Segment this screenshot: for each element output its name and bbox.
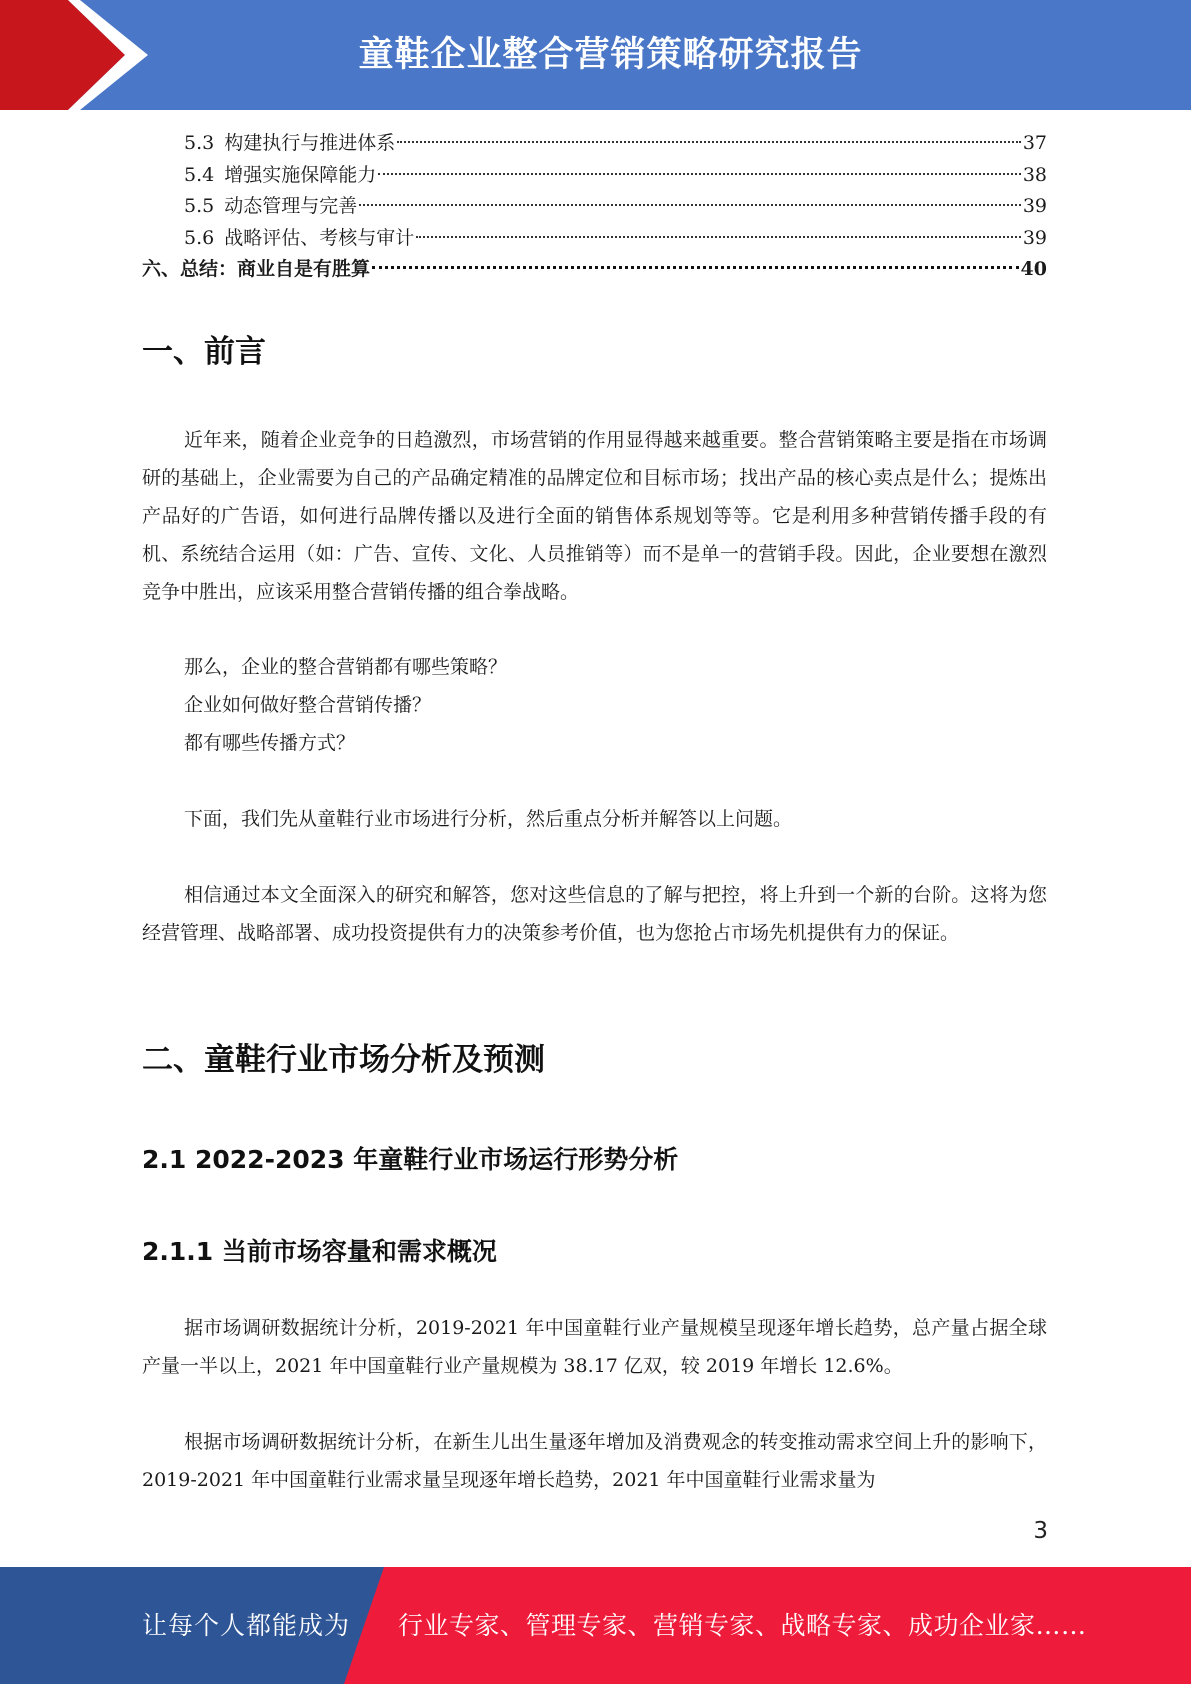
footer-slogan-lead: 让每个人都能成为 — [142, 1611, 351, 1640]
section-heading-market-analysis: 二、童鞋行业市场分析及预测 — [142, 1042, 545, 1078]
market-paragraph-1: 据市场调研数据统计分析，2019-2021 年中国童鞋行业产量规模呈现逐年增长趋势，总产量占据全球产量一半以上，2021 年中国童鞋行业产量规模为 38.17 亿双，较 2019 年增长 12.6%。 — [142, 1317, 1047, 1377]
toc-entry-label: 构建执行与推进体系 — [224, 132, 396, 154]
page-number: 3 — [1033, 1518, 1048, 1544]
toc-entry-number: 5.6 — [184, 226, 215, 249]
toc-entry-page: 39 — [1022, 195, 1047, 217]
toc-leader-dots — [416, 236, 1021, 238]
toc-entry-page: 37 — [1022, 132, 1047, 154]
toc-entry-number: 5.4 — [184, 163, 215, 186]
toc-leader-dots — [372, 266, 1019, 269]
toc-entry-chapter[interactable] — [142, 254, 1047, 286]
toc-leader-dots — [359, 204, 1021, 206]
preface-paragraph-2: 下面，我们先从童鞋行业市场进行分析，然后重点分析并解答以上问题。 — [184, 808, 793, 830]
report-title: 童鞋企业整合营销策略研究报告 — [358, 35, 863, 75]
preface-paragraph-3: 相信通过本文全面深入的研究和解答，您对这些信息的了解与把控，将上升到一个新的台阶。这将为您经营管理、战略部署、成功投资提供有力的决策参考价值，也为您抢占市场先机提供有力的保证。 — [142, 884, 1047, 944]
toc-entry[interactable] — [142, 191, 1047, 223]
toc-entry-label: 战略评估、考核与审计 — [224, 226, 415, 249]
preface-question-2: 企业如何做好整合营销传播？ — [184, 694, 432, 716]
market-paragraph-2: 根据市场调研数据统计分析，在新生儿出生量逐年增加及消费观念的转变推动需求空间上升的影响下，2019-2021 年中国童鞋行业需求量呈现逐年增长趋势，2021 年中国童鞋行业需求量为 — [142, 1431, 1047, 1491]
section-heading-preface: 一、前言 — [142, 334, 266, 370]
toc-leader-dots — [378, 173, 1021, 175]
page-header — [0, 0, 1191, 110]
preface-paragraph-1: 近年来，随着企业竞争的日趋激烈，市场营销的作用显得越来越重要。整合营销策略主要是指在市场调研的基础上，企业需要为自己的产品确定精准的品牌定位和目标市场；找出产品的核心卖点是什么；提炼出产品好的广告语，如何进行品牌传播以及进行全面的销售体系规划等等。它是利用多种营销传播手段的有机、系统结合运用（如：广告、宣传、文化、人员推销等）而不是单一的营销手段。因此，企业要想在激烈竞争中胜出，应该采用整合营销传播的组合拳战略。 — [142, 429, 1047, 603]
toc-entry-label: 动态管理与完善 — [224, 195, 358, 217]
toc-entry-label: 六、总结：商业自是有胜算 — [142, 258, 371, 280]
toc-entry[interactable] — [142, 128, 1047, 160]
subsection-heading-2-1-1: 2.1.1 当前市场容量和需求概况 — [142, 1237, 497, 1266]
subsection-heading-2-1: 2.1 2022-2023 年童鞋行业市场运行形势分析 — [142, 1145, 679, 1174]
toc-entry-page: 40 — [1020, 258, 1047, 280]
toc-entry-page: 39 — [1022, 226, 1047, 249]
toc-leader-dots — [397, 141, 1021, 143]
preface-question-1: 那么，企业的整合营销都有哪些策略？ — [184, 656, 508, 678]
table-of-contents — [142, 128, 1047, 286]
toc-entry-number: 5.3 — [184, 132, 215, 154]
toc-entry[interactable] — [142, 160, 1047, 192]
toc-entry-number: 5.5 — [184, 195, 215, 217]
toc-entry-page: 38 — [1022, 163, 1047, 186]
preface-question-3: 都有哪些传播方式？ — [184, 732, 356, 754]
toc-entry[interactable] — [142, 223, 1047, 255]
page-footer — [0, 1567, 1191, 1684]
toc-entry-label: 增强实施保障能力 — [224, 163, 377, 186]
footer-slogan-roles: 行业专家、管理专家、营销专家、战略专家、成功企业家…… — [398, 1611, 1087, 1640]
